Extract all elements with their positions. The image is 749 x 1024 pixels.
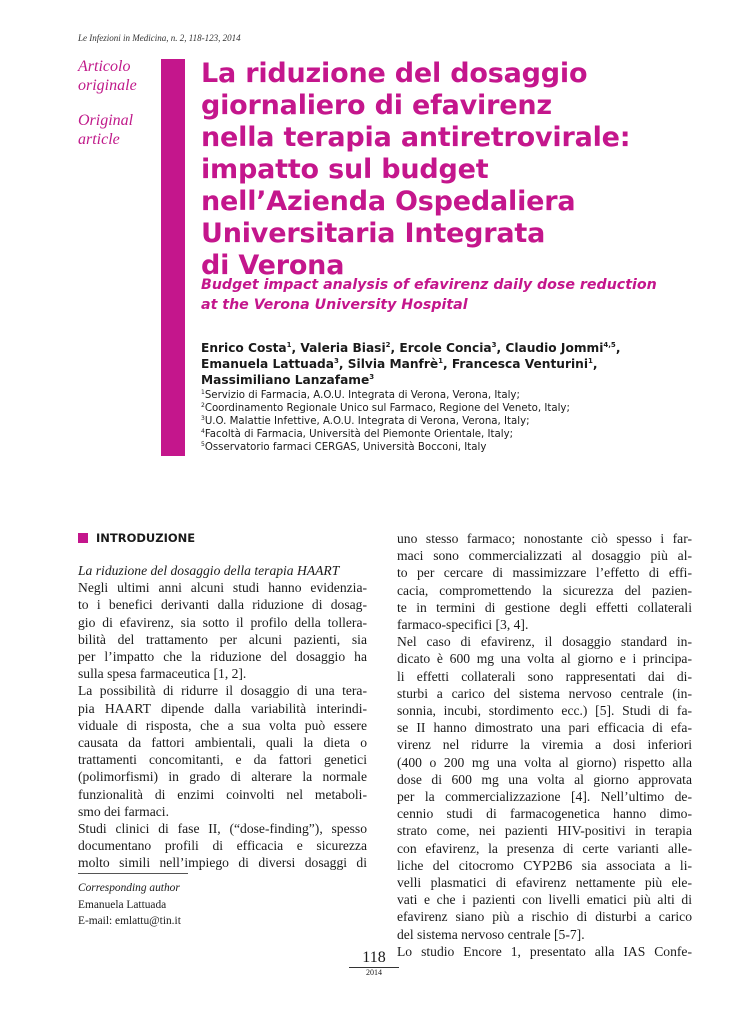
author-name: Emanuela Lattuada [201,357,335,371]
body-text-line: cacia, compromettendo la sicurezza del pazien- [397,582,692,598]
body-text-line: to i benefici derivanti dalla riduzione di dosag- [78,597,367,613]
article-type-en-line1: Original [78,112,134,129]
body-text-line: sturbi a carico del sistema nervoso centrale (in- [397,685,692,701]
affiliation-number: 4 [201,428,205,435]
subtitle-line: Budget impact analysis of efavirenz daily dose reduction [201,277,657,293]
author-name: Enrico Costa [201,341,287,355]
title-line: nella terapia antiretrovirale: [201,122,631,153]
page-number-block [349,950,399,978]
body-text-line: (400 o 200 mg una volta al giorno) rispetto alla [397,754,692,770]
body-text-line: molto simili nell’impiego di diversi dosaggi di [78,855,367,871]
body-text-line: farmaco-specifici [3, 4]. [397,617,529,633]
accent-bar [161,59,185,456]
article-type-en [78,111,133,149]
article-type-it-line2: originale [78,77,137,94]
body-text-line: per l’impatto che la riduzione del dosaggio ha [78,649,367,665]
body-text-line: Negli ultimi anni alcuni studi hanno evidenzia- [78,580,367,596]
body-text-line: virenz nel ridurre la viremia a dosi inferiori [397,737,692,753]
author-name: Ercole Concia [399,341,492,355]
title-line: di Verona [201,250,345,281]
body-text-line: trattamenti concomitanti, e da fattori genetici [78,752,367,768]
title-line: giornaliero di efavirenz [201,90,552,121]
body-text-line: to per cercare di massimizzare l’effetto di effi- [397,565,692,581]
affiliation-text: Servizio di Farmacia, A.O.U. Integrata di Verona, Verona, Italy; [204,390,520,401]
affiliation-item [201,389,701,402]
body-text-line: gio di efavirenz, sia sotto il profilo della tollera- [78,614,367,630]
affiliation-item [201,415,701,428]
author-affiliation-ref: 4,5 [603,341,616,349]
corresponding-email: E-mail: emlattu@tin.it [78,915,181,927]
affiliation-number: 2 [201,402,205,409]
author-name: Massimiliano Lanzafame [201,373,370,387]
affiliation-text: Osservatorio farmaci CERGAS, Università Bocconi, Italy [204,442,487,453]
body-text-line: maci sono commercializzati al dosaggio più al- [397,548,692,564]
body-text-line: per la commercializzazione [4]. Nell’ultimo de- [397,789,692,805]
affiliation-item [201,428,701,441]
body-text-line: uno stesso farmaco; nonostante ciò spesso i far- [397,531,692,546]
section-marker [78,533,88,543]
body-text-line: (polimorfismi) in grado di alterare la normale [78,769,367,785]
body-text-line: vati e che i pazienti con livelli ematici più alti di [397,892,692,908]
footnote-divider [78,873,188,874]
body-text-line: se II hanno dimostrato una pari efficacia di efa- [397,720,692,736]
affiliation-item [201,441,701,454]
affiliation-number: 1 [201,389,205,396]
article-subtitle [201,275,701,315]
subtitle-line: at the Verona University Hospital [201,297,468,313]
title-line: nell’Azienda Ospedaliera [201,186,576,217]
body-text-line: documentano profili di efficacia e sicurezza [78,838,367,854]
body-text-line: La possibilità di ridurre il dosaggio di una tera- [78,683,367,699]
section-heading-text: INTRODUZIONE [96,531,196,545]
affiliation-list [201,389,701,454]
title-line: Universitaria Integrata [201,218,546,249]
body-text-line: con efavirenz, la presenza di certe varianti alle- [397,840,692,856]
article-type-en-line2: article [78,131,120,148]
body-text-line: velli plasmatici di efavirenz nettamente più ele- [397,875,692,891]
body-text-line: funzionalità di enzimi coinvolti nel metaboli- [78,786,367,802]
author-affiliation-ref: 3 [369,373,375,381]
body-text-line: causata da fattori ambientali, quali la dieta o [78,735,367,751]
corresponding-label: Corresponding author [78,882,180,894]
section-heading [78,531,195,545]
body-text-line: sulla spesa farmaceutica [1, 2]. [78,666,247,682]
body-text-line: Lo studio Encore 1, presentato alla IAS Confe- [397,943,692,959]
journal-reference: Le Infezioni in Medicina, n. 2, 118-123, 2014 [78,33,241,43]
author-affiliation-ref: 3 [491,341,497,349]
body-text-line: Studi clinici di fase II, (“dose-finding”), spesso [78,821,367,837]
body-text-line: smo dei farmaci. [78,803,169,819]
author-affiliation-ref: 2 [385,341,391,349]
author-line: Enrico Costa$^1$, Valeria Biasi$^2$, Ercole Concia$^3$, Claudio Jommi$^{4,5}$, [201,341,621,355]
subsection-heading: La riduzione del dosaggio della terapia HAART [78,563,340,578]
author-line: Emanuela Lattuada$^3$, Silvia Manfrè$^1$, Francesca Venturini$^1$, [201,357,598,371]
author-affiliation-ref: 3 [334,357,339,365]
author-name: Silvia Manfrè [347,357,439,371]
right-column [397,530,692,960]
author-affiliation-ref: 1 [438,357,443,365]
author-name: Claudio Jommi [505,341,604,355]
body-text-line: dose di 600 mg una volta al giorno approvata [397,771,692,787]
body-text-line: viduale di risposta, che a sua volta può essere [78,717,367,733]
author-name: Valeria Biasi [300,341,386,355]
author-name: Francesca Venturini [451,357,589,371]
body-text-line: efavirenz siano più a rischio di disturbi a carico [397,909,692,925]
body-text-line: te in termini di gestione degli effetti collaterali [397,599,692,615]
body-text-line: bilità del trattamento per alcuni pazienti, sia [78,631,367,647]
affiliation-text: U.O. Malattie Infettive, A.O.U. Integrata di Verona, Verona, Italy; [204,416,530,427]
body-text-line: dicato è 600 mg una volta al giorno e i principa- [397,651,692,667]
left-column [78,562,367,872]
corresponding-name: Emanuela Lattuada [78,898,167,911]
body-text-line: strato come, nei pazienti HIV-positivi in terapia [397,823,692,839]
corresponding-author-block [78,880,181,930]
body-text-line: del sistema nervoso centrale [5-7]. [397,926,585,942]
affiliation-item [201,402,701,415]
author-list [201,340,701,388]
affiliation-number: 3 [201,415,205,422]
title-line: impatto sul budget [201,154,489,185]
article-title [201,58,701,282]
body-text-line: li effetti collaterali sono rappresentati dai di- [397,668,692,684]
body-text-line: cennio studi di farmacogenetica hanno dimo- [397,806,692,822]
body-text-line: Nel caso di efavirenz, il dosaggio standard in- [397,634,692,650]
author-line [201,372,701,388]
article-type-it-line1: Articolo [78,58,131,75]
page-year: 2014 [366,968,382,977]
article-type-it [78,57,137,95]
author-affiliation-ref: 1 [588,357,593,365]
author-affiliation-ref: 1 [286,341,292,349]
affiliation-text: Coordinamento Regionale Unico sul Farmaco, Regione del Veneto, Italy; [204,403,570,414]
body-text-line: pia HAART dipende dalla variabilità interindi- [78,700,367,716]
title-line: La riduzione del dosaggio [201,58,588,89]
body-text-line: sonnia, incubi, stordimento ecc.) [5]. Studi di fa- [397,703,692,719]
page-number: 118 [349,950,399,968]
affiliation-number: 5 [201,441,205,448]
body-text-line: liche del citocromo CYP2B6 sia associata a li- [397,857,692,873]
affiliation-text: Facoltà di Farmacia, Università del Piemonte Orientale, Italy; [204,429,514,440]
